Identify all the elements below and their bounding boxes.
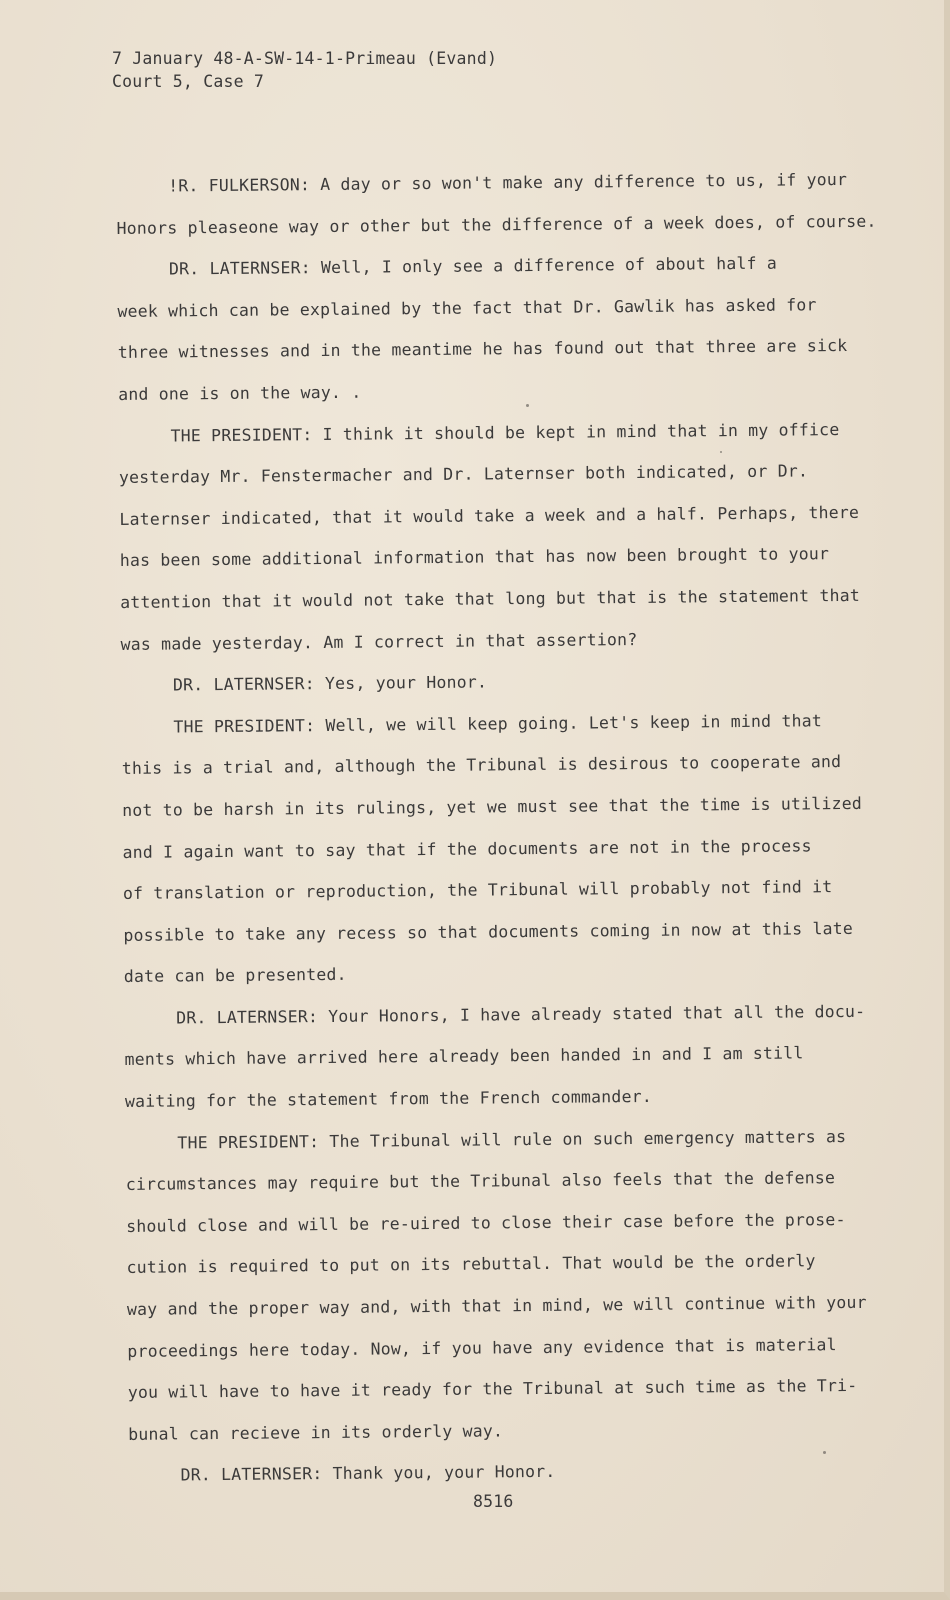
transcript-line: way and the proper way and, with that in mind, we will continue with your [126, 1292, 867, 1319]
transcript-line: ments which have arrived here already been handed in and I am still [124, 1043, 804, 1070]
transcript-line: possible to take any recess so that documents coming in now at this late [123, 918, 854, 945]
transcript-line: yesterday Mr. Fenstermacher and Dr. Laternser both indicated, or Dr. [118, 461, 809, 488]
header-court-case: Court 5, Case 7 [112, 72, 265, 91]
transcript-line: cution is required to put on its rebuttal. That would be the orderly [126, 1251, 816, 1278]
transcript-line: not to be harsh in its rulings, yet we must see that the time is utilized [122, 793, 863, 820]
transcript-line: DR. LATERNSER: Thank you, your Honor. [180, 1462, 556, 1485]
ink-speck [720, 451, 722, 453]
transcript-line: bunal can recieve in its orderly way. [128, 1421, 504, 1444]
ink-speck [526, 404, 529, 407]
transcript-line: should close and will be re-uired to close their case before the prose- [126, 1209, 846, 1236]
transcript-line: this is a trial and, although the Tribunal is desirous to cooperate and [121, 752, 842, 779]
page-number: 8516 [473, 1492, 514, 1511]
transcript-body [116, 159, 909, 1497]
transcript-line: DR. LATERNSER: Well, I only see a difference of about half a [168, 253, 778, 279]
transcript-line: Laternser indicated, that it would take a week and a half. Perhaps, there [119, 502, 860, 529]
transcript-line: Honors pleaseone way or other but the difference of a week does, of course. [116, 211, 877, 238]
transcript-line: week which can be explained by the fact that Dr. Gawlik has asked for [117, 295, 817, 321]
transcript-line: has been some additional information that has now been brought to your [119, 544, 830, 571]
transcript-line: proceedings here today. Now, if you have any evidence that is material [127, 1334, 837, 1361]
transcript-line: attention that it would not take that long but that is the statement that [120, 585, 861, 612]
transcript-line: THE PRESIDENT: The Tribunal will rule on such emergency matters as [177, 1126, 847, 1153]
transcript-line: and I again want to say that if the documents are not in the process [122, 835, 812, 862]
transcript-line: you will have to have it ready for the Tribunal at such time as the Tri- [127, 1376, 858, 1403]
transcript-line: date can be presented. [123, 965, 347, 987]
document-header [112, 47, 497, 93]
transcript-line: and one is on the way. . [118, 382, 362, 404]
transcript-line: of translation or reproduction, the Tribunal will probably not find it [122, 877, 833, 904]
transcript-line: circumstances may require but the Tribunal also feels that the defense [125, 1168, 836, 1195]
transcript-line: !R. FULKERSON: A day or so won't make any difference to us, if your [168, 169, 848, 196]
transcript-line: THE PRESIDENT: Well, we will keep going. Let's keep in mind that [173, 710, 823, 737]
transcript-line: DR. LATERNSER: Yes, your Honor. [172, 672, 488, 695]
transcript-line: three witnesses and in the meantime he has found out that three are sick [117, 336, 848, 363]
transcript-line: THE PRESIDENT: I think it should be kept in mind that in my office [170, 419, 840, 446]
ink-speck [823, 1451, 826, 1454]
header-date-reference: 7 January 48-A-SW-14-1-Primeau (Evand) [112, 49, 498, 68]
transcript-line: DR. LATERNSER: Your Honors, I have already stated that all the docu- [176, 1001, 866, 1028]
transcript-line: was made yesterday. Am I correct in that assertion? [120, 629, 638, 654]
transcript-line: waiting for the statement from the French commander. [124, 1086, 653, 1112]
